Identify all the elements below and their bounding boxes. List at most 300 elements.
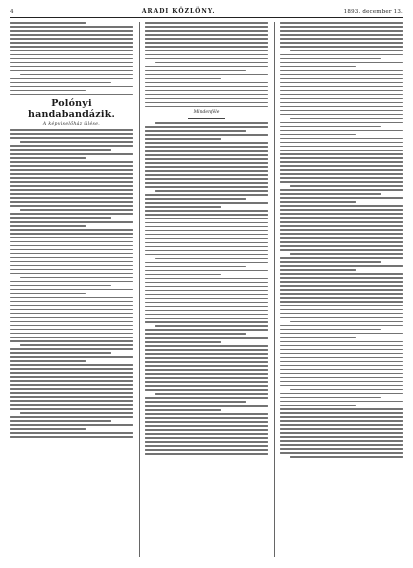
- text-line: [280, 54, 403, 56]
- text-line: [145, 26, 268, 28]
- text-line: [10, 245, 133, 247]
- text-line: [10, 165, 133, 167]
- text-line: [280, 58, 381, 60]
- text-line: [145, 321, 268, 323]
- text-line: [10, 428, 86, 430]
- text-line: [145, 270, 268, 272]
- text-line: [10, 392, 133, 394]
- text-line: [145, 357, 268, 359]
- text-line: [280, 62, 403, 64]
- text-line: [280, 245, 403, 247]
- text-line: [10, 54, 133, 56]
- text-line: [10, 356, 133, 358]
- text-line: [290, 389, 403, 391]
- text-line: [10, 161, 133, 163]
- text-line: [280, 46, 403, 48]
- text-line: [280, 448, 403, 450]
- text-line: [280, 98, 403, 100]
- text-line: [280, 217, 403, 219]
- text-line: [145, 437, 268, 439]
- text-line: [10, 305, 133, 307]
- text-line: [145, 230, 268, 232]
- text-line: [145, 298, 268, 300]
- text-line: [10, 233, 133, 235]
- text-line: [280, 82, 403, 84]
- text-line: [155, 62, 268, 64]
- text-line: [145, 429, 268, 431]
- text-line: [280, 110, 403, 112]
- text-line: [10, 253, 133, 255]
- text-line: [280, 165, 403, 167]
- text-line: [280, 189, 403, 191]
- text-line: [280, 357, 403, 359]
- text-line: [10, 384, 133, 386]
- text-line: [280, 289, 403, 291]
- text-line: [280, 126, 381, 128]
- column-1: [10, 22, 133, 557]
- text-line: [145, 54, 268, 56]
- text-line: [280, 393, 403, 395]
- text-line: [10, 400, 133, 402]
- text-line: [280, 22, 403, 24]
- text-line: [10, 86, 133, 88]
- text-line: [10, 309, 133, 311]
- text-line: [280, 209, 403, 211]
- text-line: [280, 157, 403, 159]
- text-line: [145, 409, 221, 411]
- text-line: [10, 78, 133, 80]
- text-line: [145, 397, 268, 399]
- text-line: [280, 213, 403, 215]
- text-line: [145, 365, 268, 367]
- text-line: [145, 294, 268, 296]
- text-line: [10, 46, 133, 48]
- text-line: [10, 213, 133, 215]
- text-line: [145, 262, 268, 264]
- text-line: [280, 369, 403, 371]
- text-line: [10, 388, 133, 390]
- text-line: [145, 329, 268, 331]
- text-line: [10, 94, 133, 96]
- text-line: [10, 177, 133, 179]
- text-line: [280, 177, 403, 179]
- text-line: [145, 401, 246, 403]
- text-line: [280, 142, 403, 144]
- text-line: [10, 217, 111, 219]
- text-line: [10, 62, 133, 64]
- text-line: [145, 138, 221, 140]
- text-line: [290, 118, 403, 120]
- text-line: [10, 221, 133, 223]
- masthead: [10, 8, 403, 15]
- text-line: [280, 229, 403, 231]
- text-line: [280, 436, 403, 438]
- text-line: [280, 301, 403, 303]
- text-line: [145, 246, 268, 248]
- article-headline: Polónyi handabandázik.: [28, 98, 115, 121]
- text-line: [145, 405, 268, 407]
- text-line: [10, 66, 133, 68]
- text-line: [10, 193, 133, 195]
- text-line: [145, 266, 246, 268]
- text-line: [145, 154, 268, 156]
- text-line: [280, 70, 403, 72]
- text-line: [145, 234, 268, 236]
- text-line: [280, 257, 403, 259]
- text-line: [10, 205, 133, 207]
- text-line: [10, 416, 133, 418]
- text-line: [145, 206, 221, 208]
- text-line: [145, 290, 268, 292]
- column-3: [274, 22, 403, 557]
- text-line: [280, 365, 403, 367]
- text-line: [280, 401, 403, 403]
- text-line: [280, 66, 356, 68]
- text-line: [280, 150, 403, 152]
- text-line: [10, 70, 133, 72]
- text-line: [10, 436, 133, 438]
- text-line: [280, 381, 403, 383]
- text-line: [280, 349, 403, 351]
- text-line: [145, 381, 268, 383]
- text-line: [10, 348, 133, 350]
- text-line: [280, 420, 403, 422]
- text-line: [280, 337, 356, 339]
- text-line: [145, 345, 268, 347]
- text-line: [280, 173, 403, 175]
- text-line: [280, 225, 403, 227]
- text-line: [10, 269, 133, 271]
- text-line: [145, 146, 268, 148]
- text-line: [145, 353, 268, 355]
- text-line: [280, 233, 403, 235]
- text-line: [10, 337, 133, 339]
- text-line: [10, 26, 133, 28]
- text-line: [10, 352, 111, 354]
- text-line: [145, 42, 268, 44]
- text-line: [145, 70, 246, 72]
- text-line: [10, 201, 133, 203]
- article-subheadline: A képviselőház ülése.: [42, 122, 101, 128]
- text-line: [10, 293, 86, 295]
- text-line: [280, 313, 403, 315]
- text-line: [10, 153, 133, 155]
- text-line: [145, 445, 268, 447]
- text-line: [10, 229, 133, 231]
- text-line: [10, 424, 133, 426]
- text-line: [155, 122, 268, 124]
- text-line: [280, 424, 403, 426]
- text-line: [280, 102, 403, 104]
- text-line: [10, 317, 133, 319]
- column-2-text-body: [145, 122, 268, 454]
- text-line: [145, 102, 268, 104]
- text-line: [145, 250, 268, 252]
- text-line: [280, 78, 403, 80]
- text-line: [10, 360, 86, 362]
- text-line: [155, 258, 268, 260]
- text-line: [10, 257, 133, 259]
- text-line: [280, 205, 403, 207]
- text-line: [280, 122, 403, 124]
- text-line: [280, 305, 403, 307]
- text-line: [280, 197, 403, 199]
- text-line: [280, 169, 403, 171]
- text-line: [10, 376, 133, 378]
- text-line: [10, 408, 133, 410]
- text-line: [145, 30, 268, 32]
- text-line: [20, 141, 133, 143]
- text-line: [145, 186, 268, 188]
- text-line: [145, 158, 268, 160]
- text-line: [145, 333, 246, 335]
- text-line: [10, 241, 133, 243]
- text-line: [10, 189, 133, 191]
- text-line: [280, 341, 403, 343]
- text-line: [10, 372, 133, 374]
- text-line: [10, 145, 133, 147]
- text-line: [290, 185, 403, 187]
- issue-date: 1893. december 13.: [343, 9, 403, 15]
- text-line: [145, 226, 268, 228]
- text-line: [280, 221, 403, 223]
- text-line: [145, 278, 268, 280]
- text-line: [145, 46, 268, 48]
- text-line: [280, 106, 403, 108]
- text-line: [145, 413, 268, 415]
- text-line: [145, 194, 268, 196]
- text-line: [290, 456, 403, 458]
- text-line: [10, 237, 133, 239]
- text-line: [280, 42, 403, 44]
- text-line: [20, 344, 133, 346]
- text-line: [280, 138, 403, 140]
- text-line: [280, 237, 403, 239]
- text-line: [280, 325, 403, 327]
- text-line: [280, 444, 403, 446]
- text-line: [145, 425, 268, 427]
- text-line: [145, 385, 268, 387]
- text-line: [10, 297, 133, 299]
- text-line: [145, 106, 268, 108]
- text-line: [280, 114, 403, 116]
- text-line: [145, 337, 268, 339]
- text-line: [280, 385, 403, 387]
- text-line: [280, 26, 403, 28]
- text-line: [10, 42, 133, 44]
- text-line: [10, 289, 133, 291]
- text-line: [10, 321, 133, 323]
- text-line: [145, 377, 268, 379]
- text-line: [280, 261, 381, 263]
- text-line: [10, 368, 133, 370]
- text-line: [145, 373, 268, 375]
- text-line: [280, 277, 403, 279]
- text-line: [10, 149, 111, 151]
- text-line: [10, 22, 86, 24]
- text-line: [10, 420, 111, 422]
- text-line: [280, 329, 381, 331]
- text-line: [10, 34, 133, 36]
- text-line: [10, 340, 133, 342]
- text-line: [145, 82, 268, 84]
- text-line: [145, 238, 268, 240]
- text-line: [280, 440, 403, 442]
- text-line: [280, 285, 403, 287]
- text-line: [280, 405, 356, 407]
- text-line: [145, 349, 268, 351]
- text-line: [10, 265, 133, 267]
- text-line: [10, 157, 86, 159]
- text-line: [280, 193, 381, 195]
- text-line: [10, 273, 133, 275]
- text-line: [280, 273, 403, 275]
- text-line: [10, 333, 133, 335]
- text-line: [145, 254, 268, 256]
- text-line: [145, 341, 221, 343]
- text-line: [280, 146, 403, 148]
- text-line: [280, 428, 403, 430]
- text-line: [280, 181, 403, 183]
- text-line: [145, 210, 268, 212]
- text-line: [280, 249, 403, 251]
- paper-title: ARADI KÖZLÖNY.: [141, 8, 216, 15]
- text-line: [10, 133, 133, 135]
- text-line: [145, 166, 268, 168]
- text-line: [280, 293, 403, 295]
- text-line: [280, 153, 403, 155]
- text-line: [290, 253, 403, 255]
- text-line: [10, 396, 133, 398]
- text-line: [145, 90, 268, 92]
- text-line: [280, 130, 403, 132]
- text-line: [280, 361, 403, 363]
- text-line: [145, 174, 268, 176]
- text-line: [10, 58, 133, 60]
- column-1-text-top: [10, 22, 133, 95]
- column-2-text-top: [145, 22, 268, 107]
- page-number: 4: [10, 9, 14, 15]
- text-line: [145, 286, 268, 288]
- text-line: [10, 249, 133, 251]
- text-line: [10, 281, 133, 283]
- text-line: [145, 134, 268, 136]
- text-line: [145, 218, 268, 220]
- text-line: [10, 129, 133, 131]
- text-line: [10, 325, 133, 327]
- text-line: [145, 274, 221, 276]
- text-line: [20, 209, 133, 211]
- text-line: [145, 182, 268, 184]
- text-line: [280, 333, 403, 335]
- text-line: [20, 412, 133, 414]
- text-line: [145, 441, 268, 443]
- text-line: [145, 302, 268, 304]
- text-line: [280, 161, 403, 163]
- column-2-section-title: Mindenféle: [193, 110, 220, 116]
- text-line: [280, 432, 403, 434]
- text-line: [280, 416, 403, 418]
- text-line: [280, 281, 403, 283]
- text-line: [145, 433, 268, 435]
- text-line: [10, 197, 133, 199]
- text-line: [290, 50, 403, 52]
- text-line: [280, 94, 403, 96]
- text-line: [145, 306, 268, 308]
- text-line: [145, 34, 268, 36]
- text-line: [10, 404, 133, 406]
- text-line: [280, 201, 356, 203]
- column-2: [139, 22, 268, 557]
- text-line: [145, 318, 268, 320]
- text-line: [145, 130, 246, 132]
- text-line: [145, 178, 268, 180]
- text-line: [280, 30, 403, 32]
- text-line: [145, 94, 268, 96]
- text-line: [10, 380, 133, 382]
- text-line: [10, 432, 133, 434]
- text-line: [145, 449, 268, 451]
- text-line: [10, 137, 133, 139]
- text-line: [145, 310, 268, 312]
- text-line: [280, 377, 403, 379]
- text-line: [145, 22, 268, 24]
- masthead-rule: [10, 17, 403, 18]
- text-line: [145, 98, 268, 100]
- text-line: [155, 325, 268, 327]
- text-line: [280, 345, 403, 347]
- text-line: [145, 78, 221, 80]
- text-line: [145, 198, 246, 200]
- text-line: [155, 190, 268, 192]
- text-line: [280, 408, 403, 410]
- text-line: [145, 214, 268, 216]
- text-line: [280, 317, 403, 319]
- text-line: [10, 285, 111, 287]
- text-line: [280, 412, 403, 414]
- text-line: [280, 397, 381, 399]
- text-line: [145, 126, 268, 128]
- text-line: [10, 82, 111, 84]
- text-line: [10, 225, 86, 227]
- text-line: [280, 297, 403, 299]
- text-line: [145, 162, 268, 164]
- text-line: [280, 452, 403, 454]
- text-line: [280, 74, 403, 76]
- text-line: [280, 86, 403, 88]
- text-line: [280, 309, 403, 311]
- column-1-text-body: [10, 129, 133, 437]
- text-line: [145, 86, 268, 88]
- text-line: [145, 282, 268, 284]
- text-line: [10, 329, 133, 331]
- text-line: [155, 393, 268, 395]
- text-line: [20, 277, 133, 279]
- text-line: [145, 142, 268, 144]
- text-line: [20, 74, 133, 76]
- text-line: [145, 389, 268, 391]
- text-line: [145, 242, 268, 244]
- text-line: [290, 321, 403, 323]
- text-line: [145, 421, 268, 423]
- text-line: [280, 373, 403, 375]
- text-line: [10, 50, 133, 52]
- text-line: [145, 38, 268, 40]
- text-line: [10, 261, 133, 263]
- text-line: [10, 185, 133, 187]
- text-line: [10, 181, 133, 183]
- text-line: [280, 34, 403, 36]
